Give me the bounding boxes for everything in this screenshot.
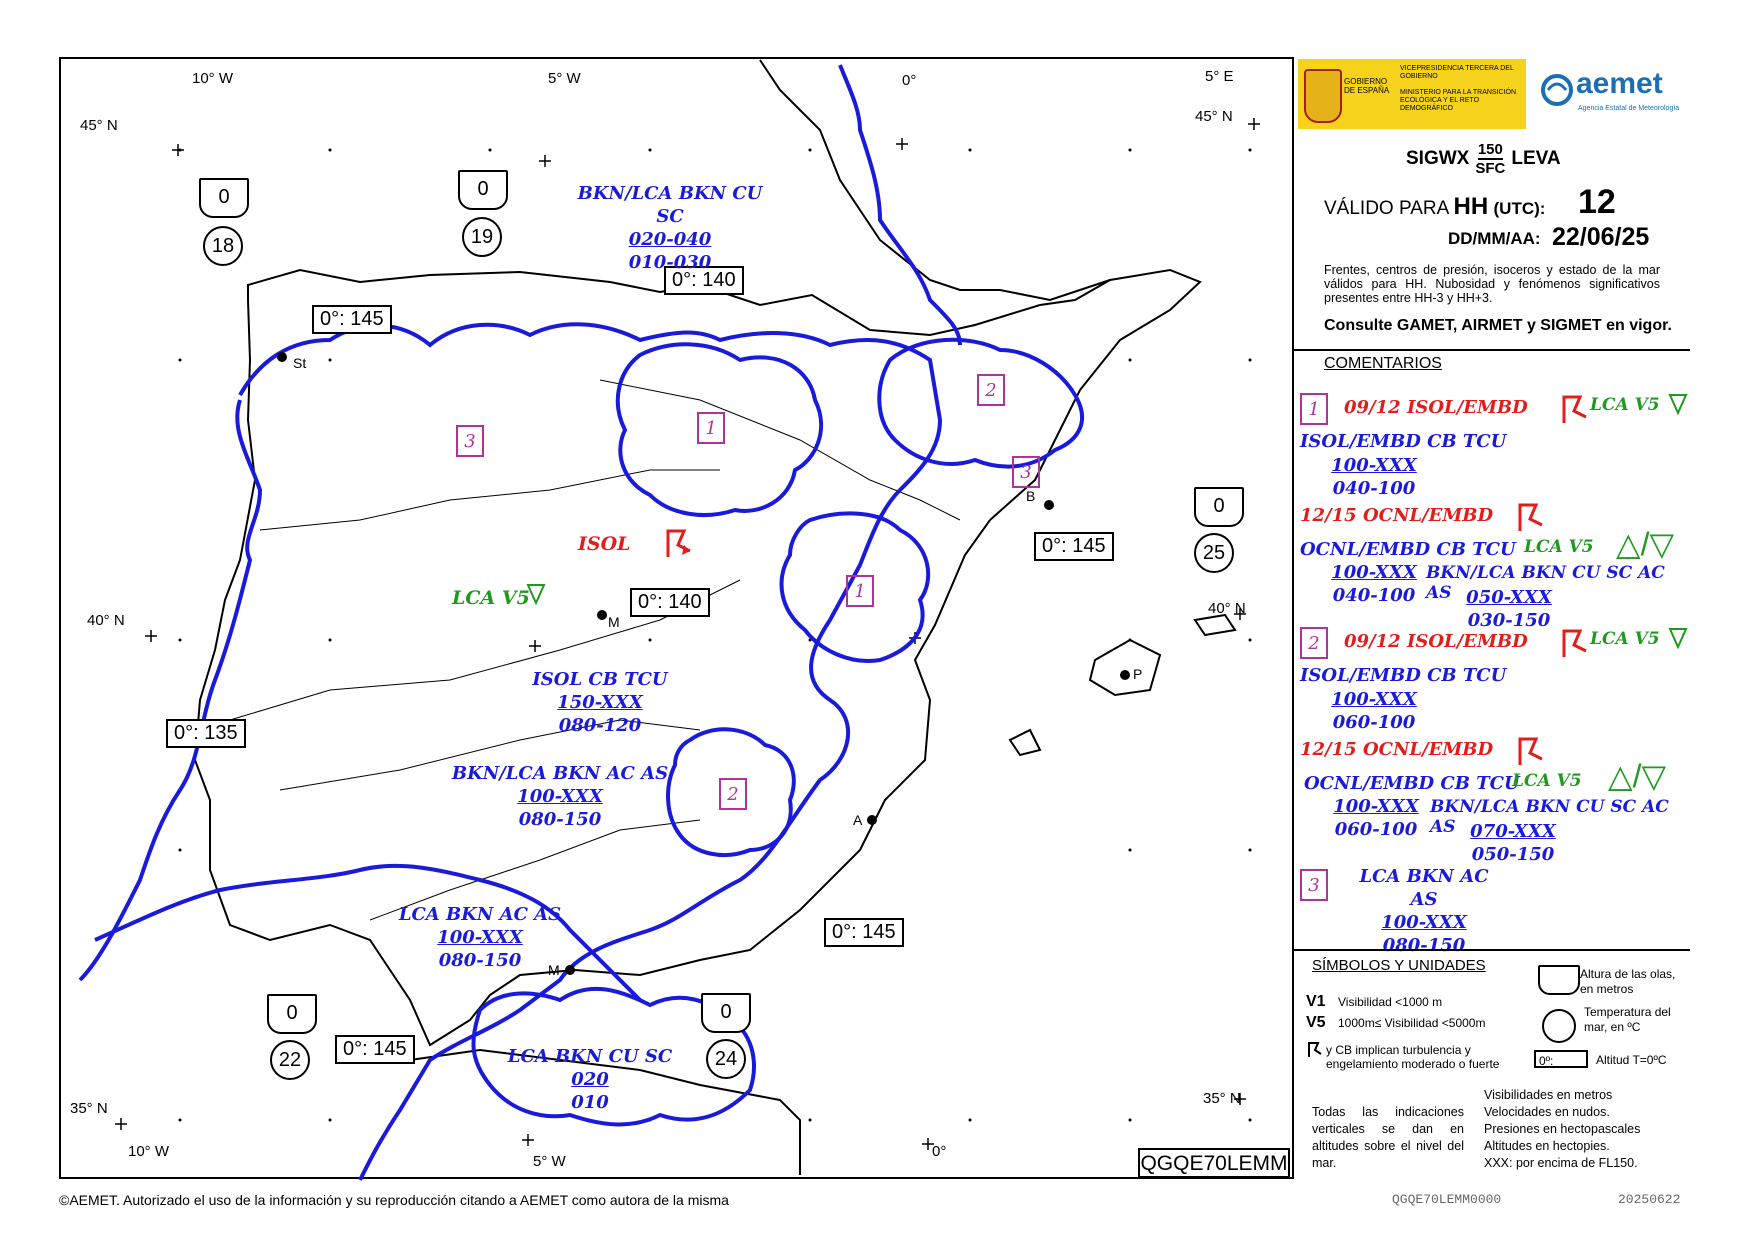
cloud-label: LCA BKN AC AS 100-XXX 080-150	[398, 904, 562, 971]
consult-note: Consulte GAMET, AIRMET y SIGMET en vigor.	[1324, 317, 1672, 334]
cloud-label: BKN/LCA BKN AC AS 100-XXX 080-150	[451, 763, 669, 830]
grid-label: 10° W	[128, 1143, 170, 1160]
symbol-v5-key: V5	[1306, 1014, 1326, 1031]
city-dot	[1120, 670, 1130, 680]
units-vertical-note: Todas las indicaciones verticales se dan en altitudes sobre el nivel del mar.	[1312, 1105, 1464, 1170]
aemet-subtitle: Agencia Estatal de Meteorología	[1578, 105, 1680, 112]
comment-line: 09/12 ISOL/EMBD	[1344, 397, 1528, 418]
river-duero	[260, 470, 720, 530]
copyright-footer: ©AEMET. Autorizado el uso de la información y su reproducción citando a AEMET como autora de la misma	[59, 1192, 729, 1208]
city-dot	[597, 610, 607, 620]
city-dots	[277, 352, 1130, 975]
vis-up-down-icon: △/▽	[1608, 758, 1667, 794]
comment-line: OCNL/EMBD CB TCU	[1300, 539, 1516, 560]
comment-id-box: 3	[1300, 869, 1328, 901]
aemet-logo	[1540, 67, 1685, 123]
comment-levels: 100-XXX 040-100	[1331, 562, 1417, 606]
cloud-boundary-atlantic	[80, 400, 260, 980]
grid-label: 45° N	[1195, 108, 1233, 125]
footer-code: QGQE70LEMM0000	[1392, 1192, 1502, 1207]
wave-height-flag: 0	[1194, 487, 1244, 527]
turbulence-icon	[1558, 627, 1590, 661]
comment-levels: 100-XXX 040-100	[1331, 455, 1417, 499]
grid-label: 0°	[932, 1143, 947, 1160]
temp-circle-icon	[1542, 1009, 1576, 1043]
freezing-level-box: 0°: 145	[824, 918, 904, 947]
symbol-v1-key: V1	[1306, 993, 1326, 1010]
comment-levels: 100-XXX 060-100	[1333, 796, 1419, 840]
comment-line: OCNL/EMBD CB TCU	[1304, 773, 1520, 794]
city-label: M	[548, 962, 560, 978]
city-dot	[867, 815, 877, 825]
comment-line: 09/12 ISOL/EMBD	[1344, 631, 1528, 652]
freezing-level-box: 0°: 145	[312, 305, 392, 334]
freezing-level-box: 0°: 140	[664, 266, 744, 295]
freezing-level-box: 0°: 140	[630, 588, 710, 617]
footer-date: 20250622	[1618, 1192, 1681, 1207]
vis-label: LCA V5	[1512, 771, 1582, 791]
turbulence-icon	[662, 527, 694, 561]
chart-title	[1406, 141, 1561, 177]
date-label: DD/MM/AA:	[1448, 229, 1541, 248]
city-dot	[277, 352, 287, 362]
area-id-box: 3	[1012, 456, 1040, 488]
comments-title: COMENTARIOS	[1324, 355, 1442, 372]
city-label: P	[1133, 666, 1143, 682]
grid-label: 35° N	[1203, 1090, 1241, 1107]
cloud-boundary-north	[840, 65, 960, 345]
grid-label: 0°	[902, 72, 917, 89]
island-menorca	[1195, 615, 1235, 635]
city-label: A	[853, 812, 863, 828]
area-id-box: 1	[697, 412, 725, 444]
comment-id-box: 1	[1300, 393, 1328, 425]
turbulence-icon	[1558, 393, 1590, 427]
area-id-box: 2	[977, 374, 1005, 406]
island-ibiza	[1010, 730, 1040, 755]
cloud-label: ISOL CB TCU 150-XXX 080-120	[532, 669, 668, 736]
vis-down-triangle-icon	[1668, 393, 1688, 415]
turbulence-small-icon	[1306, 1041, 1324, 1059]
comment-levels: 070-XXX 050-150	[1470, 821, 1556, 865]
legend-panel	[1292, 57, 1690, 1179]
grid-label: 5° E	[1205, 68, 1234, 85]
freezing-level-box: 0°: 145	[1034, 532, 1114, 561]
vis-down-triangle-icon	[1668, 627, 1688, 649]
vis-down-triangle-icon	[526, 583, 546, 605]
valid-date: 22/06/25	[1552, 223, 1650, 251]
comment-line: ISOL/EMBD CB TCU	[1300, 431, 1507, 452]
freezing-level-box: 0°: 145	[335, 1035, 415, 1064]
title-suffix: LEVA	[1511, 148, 1561, 169]
comment-line: 12/15 OCNL/EMBD	[1300, 739, 1494, 760]
wave-height-flag: 0	[701, 993, 751, 1033]
grid-label: 40° N	[1208, 600, 1246, 617]
divider	[1294, 349, 1690, 351]
title-prefix: SIGWX	[1406, 148, 1470, 169]
vis-label: LCA V5	[1524, 537, 1594, 557]
comment-line: ISOL/EMBD CB TCU	[1300, 665, 1507, 686]
sea-temperature-circle: 18	[203, 226, 243, 266]
area-id-box: 3	[456, 425, 484, 457]
symbols-title: SÍMBOLOS Y UNIDADES	[1312, 957, 1486, 974]
comment-levels: 050-XXX 030-150	[1466, 587, 1552, 631]
coastline-france	[760, 60, 1110, 300]
comment-line: 12/15 OCNL/EMBD	[1300, 505, 1494, 526]
ministry-label: MINISTERIO PARA LA TRANSICIÓN ECOLÓGICA Y EL RETO DEMOGRÁFICO	[1400, 89, 1517, 112]
aemet-swirl-icon	[1540, 73, 1574, 107]
vis-label: LCA V5	[1590, 629, 1660, 649]
grid-label: 10° W	[192, 70, 234, 87]
wave-height-flag: 0	[199, 178, 249, 218]
turbulence-icon	[1514, 735, 1546, 769]
city-label: B	[1026, 488, 1036, 504]
vis-label: LCA V5	[1590, 395, 1660, 415]
comment-line: BKN/LCA BKN CU SC AC AS	[1430, 797, 1669, 837]
comment-id-box: 2	[1300, 627, 1328, 659]
city-dot	[1044, 500, 1054, 510]
grid-label: 45° N	[80, 117, 118, 134]
grid-label: 5° W	[548, 70, 581, 87]
area-id-box: 2	[719, 778, 747, 810]
comment-line: BKN/LCA BKN CU SC AC AS	[1426, 563, 1665, 603]
symbol-temp-desc: Temperatura del mar, en ºC	[1584, 1005, 1671, 1034]
sea-temperature-circle: 19	[462, 217, 502, 257]
symbol-v1-desc: Visibilidad <1000 m	[1338, 995, 1443, 1009]
grid-label: 35° N	[70, 1100, 108, 1117]
vis-label: LCA V5	[452, 587, 530, 609]
bulletin-code: QGQE70LEMM	[1138, 1148, 1290, 1178]
symbol-wave-desc: Altura de las olas, en metros	[1580, 967, 1676, 996]
cloud-label: BKN/LCA BKN CU SC 020-040 010-030	[577, 183, 763, 273]
coastline-iberia	[195, 270, 1200, 1045]
sea-temperature-circle: 24	[706, 1039, 746, 1079]
sea-temperature-circle: 22	[270, 1040, 310, 1080]
vice-label: VICEPRESIDENCIA TERCERA DEL GOBIERNO	[1400, 65, 1514, 80]
cloud-label: LCA BKN CU SC 020 010	[507, 1046, 673, 1113]
divider	[1294, 949, 1690, 951]
vis-up-down-icon: △/▽	[1616, 526, 1675, 562]
coat-of-arms-icon	[1304, 69, 1342, 123]
title-fraction: 150 SFC	[1475, 141, 1506, 177]
area-id-box: 1	[846, 575, 874, 607]
comment-levels: 100-XXX 060-100	[1331, 689, 1417, 733]
turbulence-icon	[1514, 501, 1546, 535]
comment-levels: LCA BKN AC AS 100-XXX 080-150	[1359, 866, 1489, 956]
grid-label: 40° N	[87, 612, 125, 629]
wave-height-flag: 0	[458, 170, 508, 210]
city-label: St	[293, 355, 307, 371]
gov-label: GOBIERNO DE ESPAÑA	[1344, 77, 1390, 95]
symbol-v5-desc: 1000m≤ Visibilidad <5000m	[1338, 1016, 1486, 1030]
validity-note: Frentes, centros de presión, isoceros y estado de la mar válidos para HH. Nubosidad y fenómenos significativos presentes entre HH-3 y HH+3.	[1324, 263, 1660, 305]
grid-label: 5° W	[533, 1153, 566, 1170]
symbol-iso-desc: Altitud T=0ºC	[1596, 1053, 1667, 1067]
city-label: M	[608, 614, 620, 630]
symbol-iso-box: 0º:	[1534, 1050, 1588, 1068]
symbol-cb-desc: y CB implican turbulencia y engelamiento moderado o fuerte	[1326, 1043, 1500, 1071]
wave-flag-icon	[1538, 965, 1580, 995]
aemet-wordmark: aemet	[1576, 67, 1663, 100]
valid-hour: 12	[1578, 183, 1616, 221]
sea-temperature-circle: 25	[1194, 533, 1234, 573]
valid-line: VÁLIDO PARA HH (UTC):	[1324, 193, 1546, 220]
isol-label: ISOL	[578, 533, 631, 555]
units-list: Visibilidades en metros Velocidades en nudos. Presiones en hectopascales Altitudes en hectopies. XXX: por encima de FL150.	[1484, 1088, 1641, 1170]
government-logo	[1298, 59, 1526, 129]
wave-height-flag: 0	[267, 994, 317, 1034]
island-mallorca	[1090, 640, 1160, 695]
freezing-level-box: 0°: 135	[166, 719, 246, 748]
